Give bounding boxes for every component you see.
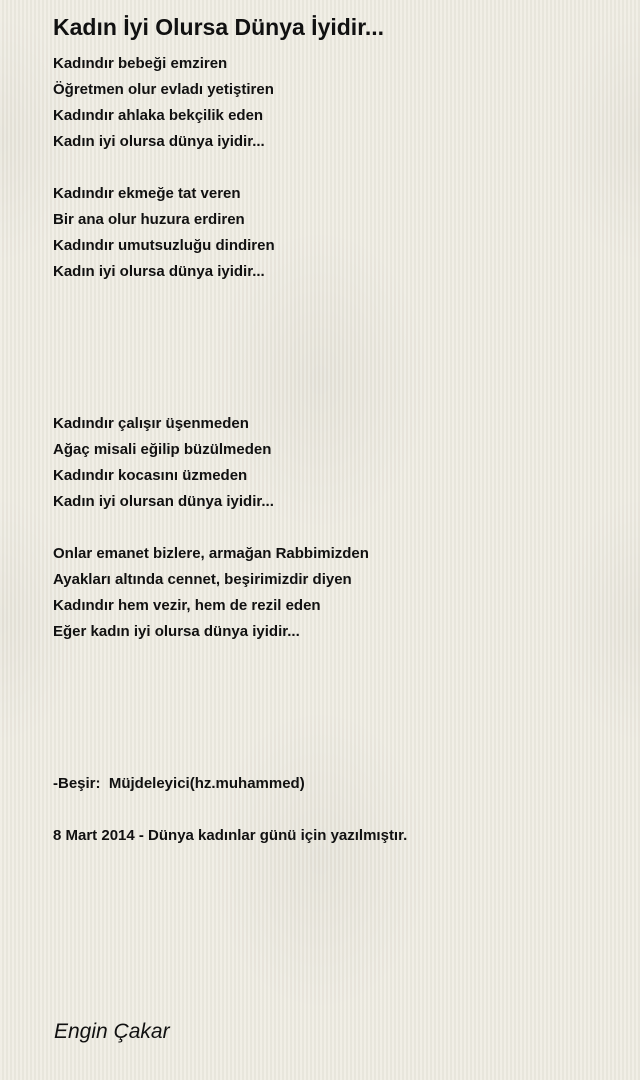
poem-line: Kadındır ekmeğe tat veren [53,185,241,202]
stanza-2 [53,181,275,285]
poem-line: Kadındır umutsuzluğu dindiren [53,237,275,254]
poem-line: Ayakları altında cennet, beşirimizdir diyen [53,571,352,588]
poem-line: Bir ana olur huzura erdiren [53,211,245,228]
poem-line: Kadındır kocasını üzmeden [53,467,248,484]
author-name: Engin Çakar [54,1020,170,1043]
poem-line: Öğretmen olur evladı yetiştiren [53,81,274,98]
poem-line: Kadın iyi olursa dünya iyidir... [53,133,265,150]
stanza-1 [53,51,274,155]
poem-line: Kadındır çalışır üşenmeden [53,415,249,432]
stanza-4 [53,541,369,645]
footnote-besir: -Beşir: Müjdeleyici(hz.muhammed) [53,775,305,792]
dedication-note: 8 Mart 2014 - Dünya kadınlar günü için yazılmıştır. [53,827,408,844]
poem-line: Onlar emanet bizlere, armağan Rabbimizden [53,545,369,562]
poem-line: Kadın iyi olursa dünya iyidir... [53,263,265,280]
poem-line: Ağaç misali eğilip büzülmeden [53,441,272,458]
poem-line: Kadındır hem vezir, hem de rezil eden [53,597,321,614]
stanza-3 [53,411,274,515]
poem-line: Eğer kadın iyi olursa dünya iyidir... [53,623,300,640]
poem-line: Kadındır ahlaka bekçilik eden [53,107,264,124]
poem-title: Kadın İyi Olursa Dünya İyidir... [53,14,385,40]
poem-line: Kadındır bebeği emziren [53,55,228,72]
poem-line: Kadın iyi olursan dünya iyidir... [53,493,274,510]
